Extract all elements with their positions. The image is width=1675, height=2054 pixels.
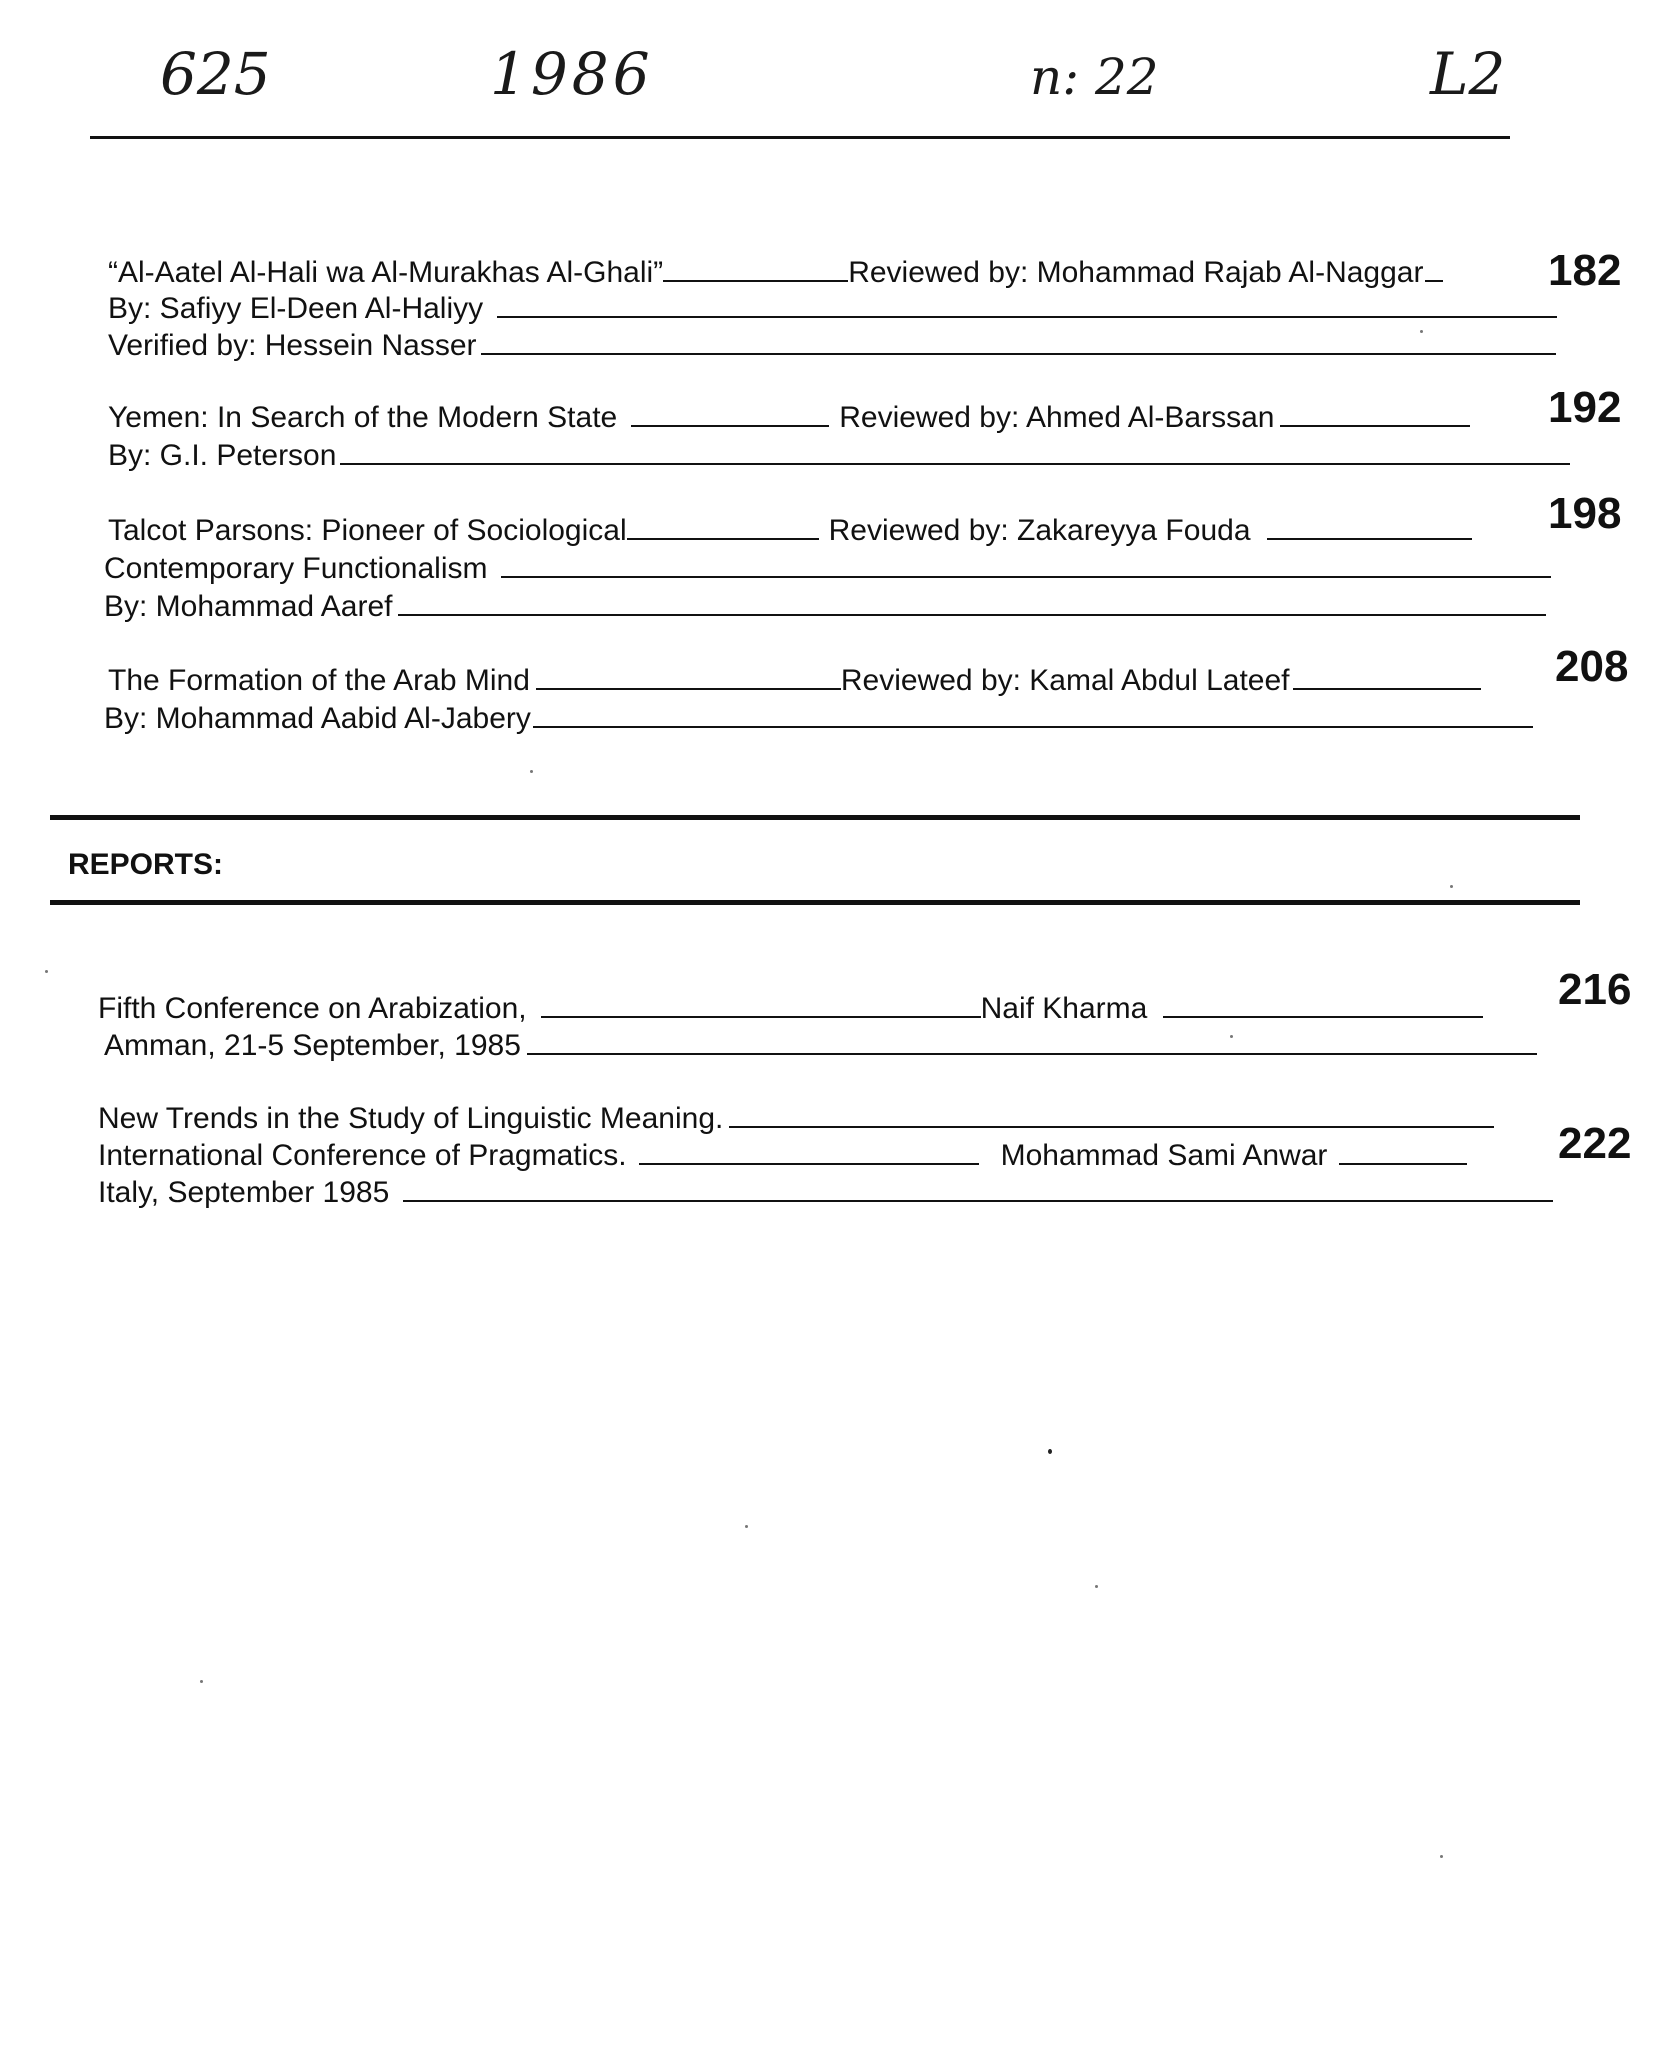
- review-author: By: Safiyy El-Deen Al-Haliyy: [108, 292, 484, 325]
- leader-line: [536, 688, 841, 690]
- leader-line: [1425, 280, 1443, 282]
- scan-speck: [1440, 1855, 1443, 1858]
- header-rule: [90, 136, 1510, 139]
- report-subtitle: International Conference of Pragmatics.: [98, 1139, 627, 1172]
- leader-line: [501, 576, 1551, 578]
- report-line: [98, 1178, 1553, 1208]
- review-author: By: Mohammad Aabid Al-Jabery: [104, 702, 531, 735]
- leader-line: [541, 1016, 981, 1018]
- leader-line: [403, 1200, 1553, 1202]
- handwritten-code: L2: [1430, 40, 1506, 108]
- leader-line: [533, 726, 1533, 728]
- leader-line: [627, 538, 819, 540]
- report-author: Mohammad Sami Anwar: [1000, 1139, 1328, 1172]
- review-line: [104, 704, 1533, 734]
- leader-line: [663, 280, 848, 282]
- scan-speck: [1048, 1449, 1052, 1454]
- review-reviewer: Reviewed by: Ahmed Al-Barssan: [839, 401, 1275, 434]
- review-line: [108, 294, 1557, 324]
- report-location: Amman, 21-5 September, 1985: [104, 1029, 521, 1062]
- review-line: [104, 592, 1546, 622]
- leader-line: [729, 1126, 1494, 1128]
- review-reviewer: Reviewed by: Kamal Abdul Lateef: [840, 664, 1290, 697]
- review-title: The Formation of the Arab Mind: [108, 664, 530, 697]
- review-verifier: Verified by: Hessein Nasser: [108, 329, 477, 362]
- leader-line: [1280, 425, 1470, 427]
- leader-line: [398, 614, 1546, 616]
- reports-top-rule: [50, 815, 1580, 820]
- page-number: 198: [1548, 489, 1622, 538]
- handwritten-issue: n: 22: [1030, 48, 1159, 106]
- review-title-row: [108, 258, 1443, 288]
- leader-line: [1163, 1016, 1483, 1018]
- review-reviewer: Reviewed by: Mohammad Rajab Al-Naggar: [848, 256, 1424, 289]
- review-title-row: [108, 516, 1472, 546]
- scan-speck: [530, 770, 533, 773]
- report-subtitle-row: [98, 1141, 1467, 1171]
- scan-speck: [1450, 885, 1453, 888]
- leader-line: [497, 316, 1557, 318]
- review-line: [108, 331, 1556, 361]
- report-location: Italy, September 1985: [98, 1176, 390, 1209]
- review-reviewer: Reviewed by: Zakareyya Fouda: [828, 514, 1251, 547]
- page-number: 222: [1558, 1119, 1632, 1168]
- review-title-row: [108, 403, 1470, 433]
- review-title: Talcot Parsons: Pioneer of Sociological: [108, 514, 627, 547]
- page-number: 216: [1558, 965, 1632, 1014]
- scan-speck: [45, 970, 48, 973]
- scan-speck: [1420, 330, 1423, 333]
- page-number: 182: [1548, 246, 1622, 295]
- report-line: [104, 1031, 1537, 1061]
- reports-heading: REPORTS:: [68, 848, 224, 881]
- handwritten-year: 1986: [490, 40, 654, 108]
- handwritten-call-number: 625: [160, 40, 271, 108]
- leader-line: [1267, 538, 1472, 540]
- review-subtitle: Contemporary Functionalism: [104, 552, 488, 585]
- leader-line: [631, 425, 829, 427]
- scan-speck: [200, 1680, 203, 1683]
- leader-line: [1293, 688, 1481, 690]
- report-title: New Trends in the Study of Linguistic Meaning.: [98, 1102, 724, 1135]
- scan-speck: [745, 1525, 748, 1528]
- leader-line: [1339, 1163, 1467, 1165]
- scan-speck: [1095, 1585, 1098, 1588]
- leader-line: [527, 1053, 1537, 1055]
- report-title-row: [98, 994, 1483, 1024]
- review-line: [108, 441, 1570, 471]
- report-title: Fifth Conference on Arabization,: [98, 992, 527, 1025]
- review-title: Yemen: In Search of the Modern State: [108, 401, 618, 434]
- review-author: By: Mohammad Aaref: [104, 590, 393, 623]
- reports-bottom-rule: [50, 900, 1580, 905]
- leader-line: [481, 353, 1556, 355]
- review-author: By: G.I. Peterson: [108, 439, 337, 472]
- review-title: “Al-Aatel Al-Hali wa Al-Murakhas Al-Ghali”: [108, 256, 664, 289]
- leader-line: [340, 463, 1570, 465]
- leader-line: [639, 1163, 979, 1165]
- report-author: Naif Kharma: [980, 992, 1148, 1025]
- scan-speck: [1230, 1035, 1233, 1038]
- report-title-row: [98, 1104, 1494, 1134]
- page-number: 192: [1548, 383, 1622, 432]
- review-line: [104, 554, 1551, 584]
- page-number: 208: [1555, 642, 1629, 691]
- review-title-row: [108, 666, 1481, 696]
